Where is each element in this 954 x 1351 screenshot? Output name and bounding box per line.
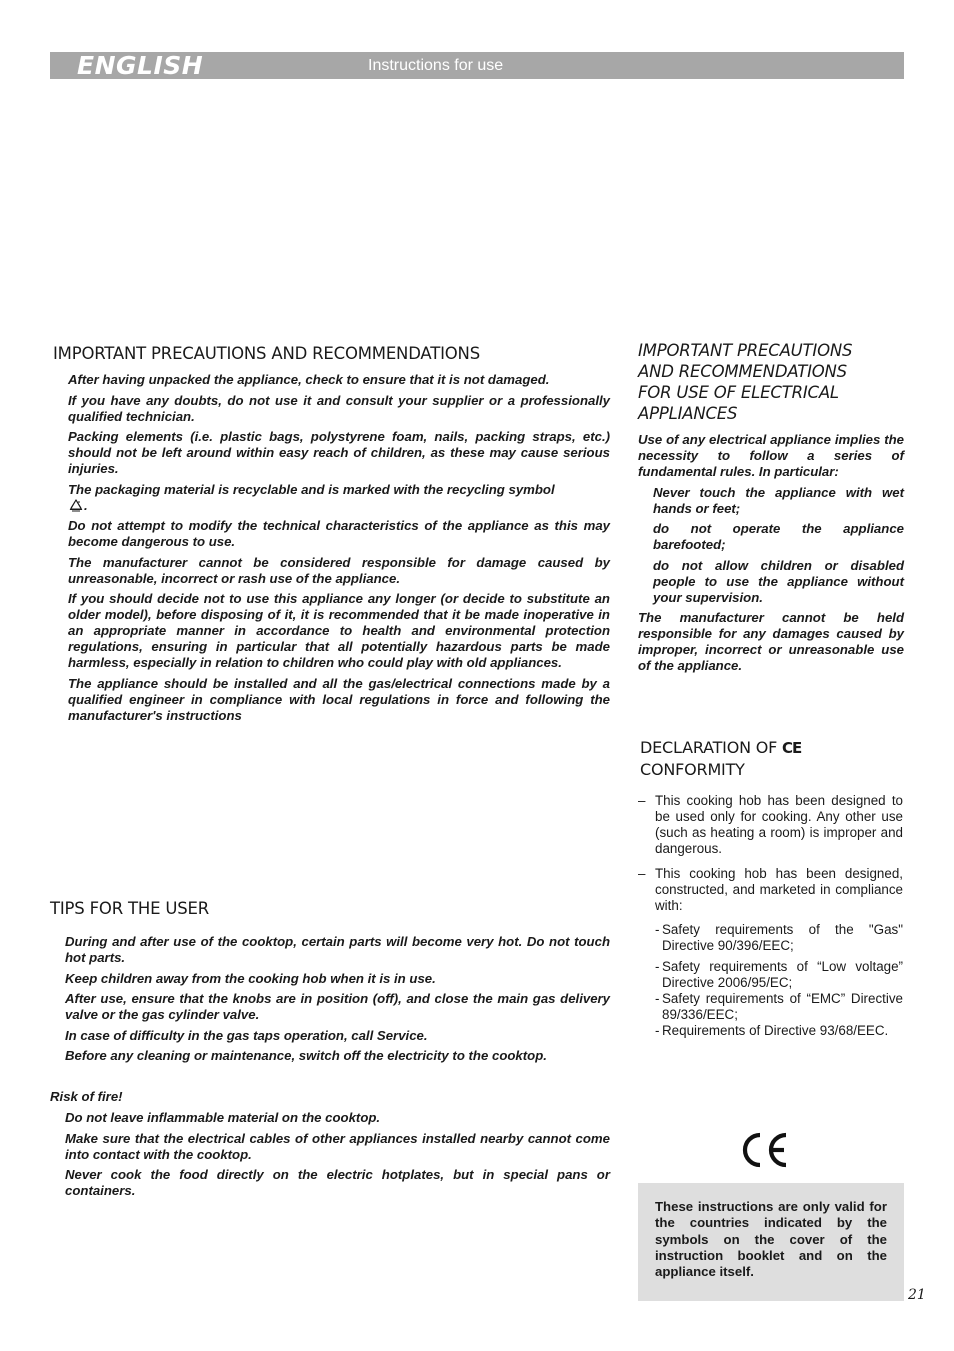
precautions-list bbox=[68, 372, 610, 728]
electrical-item: do not operate the appliance barefooted; bbox=[653, 521, 904, 552]
electrical-title-line: IMPORTANT PRECAUTIONS bbox=[638, 341, 853, 360]
directive-item-text: Safety requirements of “Low voltage” Directive 2006/95/EC; bbox=[662, 959, 903, 990]
declaration-item bbox=[638, 793, 903, 857]
tip-item: After use, ensure that the knobs are in position (off), and close the main gas delivery valve or the gas cylinder valve. bbox=[65, 991, 610, 1022]
validity-note-box bbox=[638, 1183, 904, 1301]
tip-item: During and after use of the cooktop, certain parts will become very hot. Do not touch hot parts. bbox=[65, 934, 610, 965]
precaution-item: The manufacturer cannot be considered responsible for damage caused by unreasonable, incorrect or rash use of the appliance. bbox=[68, 554, 610, 586]
precaution-item: If you have any doubts, do not use it and consult your supplier or a professionally qualified technician. bbox=[68, 392, 610, 424]
precaution-item: The appliance should be installed and all the gas/electrical connections made by a qualified engineer in compliance with local regulations in force and following the manufacturer's instructions bbox=[68, 675, 610, 723]
tip-item: Before any cleaning or maintenance, switch off the electricity to the cooktop. bbox=[65, 1048, 547, 1063]
sub-dash: - bbox=[655, 991, 660, 1006]
precaution-item-recycle bbox=[68, 482, 610, 514]
declaration-item-text: This cooking hob has been designed to be used only for cooking. Any other use (such as heating a room) is improper and dangerous. bbox=[655, 793, 903, 856]
declaration-title-line1 bbox=[640, 737, 904, 759]
tip-item: Keep children away from the cooking hob when it is in use. bbox=[65, 970, 436, 986]
directive-item bbox=[638, 959, 903, 991]
electrical-title-line: AND RECOMMENDATIONS bbox=[638, 362, 847, 381]
directive-item-text: Requirements of Directive 93/68/EEC. bbox=[662, 1023, 889, 1038]
declaration-list bbox=[638, 793, 903, 1044]
recycle-icon bbox=[68, 499, 84, 513]
precaution-item: If you should decide not to use this appliance any longer (or decide to substitute an older model), before disposing of it, it is recommended that it be made inoperative in an appropriate manner in accordance to health and environmental protection regulations, ensuring in particular that all potentially hazardous parts be made harmless, especially in relation to children who could play with old appliances. bbox=[68, 591, 610, 670]
precaution-item: After having unpacked the appliance, check to ensure that it is not damaged. bbox=[68, 372, 550, 387]
recycle-suffix: . bbox=[84, 497, 88, 513]
ce-mark-icon bbox=[738, 1130, 790, 1170]
electrical-outro: The manufacturer cannot be held responsible for any damages caused by improper, incorrect or unreasonable use of the appliance. bbox=[638, 610, 904, 673]
directive-item bbox=[638, 922, 903, 954]
language-title: ENGLISH bbox=[77, 51, 204, 80]
electrical-item: Never touch the appliance with wet hands or feet; bbox=[653, 484, 904, 516]
sub-dash: - bbox=[655, 959, 660, 974]
validity-note: These instructions are only valid for the countries indicated by the symbols on the cover of the instruction booklet and on the appliance itself. bbox=[655, 1199, 887, 1280]
declaration-title-line2: CONFORMITY bbox=[640, 760, 745, 779]
dash: – bbox=[638, 793, 646, 808]
directive-item bbox=[638, 1023, 903, 1039]
directive-item-text: Safety requirements of “EMC” Directive 89/336/EEC; bbox=[662, 991, 903, 1022]
precaution-item: Packing elements (i.e. plastic bags, polystyrene foam, nails, packing straps, etc.) should not be left around within easy reach of children, as these may cause serious injuries. bbox=[68, 429, 610, 476]
declaration-title bbox=[640, 737, 904, 780]
tip-item: In case of difficulty in the gas taps operation, call Service. bbox=[65, 1027, 428, 1043]
electrical-item: do not allow children or disabled people to use the appliance without your supervision. bbox=[653, 557, 904, 605]
risk-item: Never cook the food directly on the electric hotplates, but in special pans or containers. bbox=[65, 1167, 610, 1198]
dash: – bbox=[638, 866, 646, 881]
electrical-body bbox=[638, 432, 904, 679]
header-bar bbox=[50, 52, 904, 79]
directive-item-text: Safety requirements of the "Gas" Directive 90/396/EEC; bbox=[662, 922, 903, 953]
risk-item: Make sure that the electrical cables of other appliances installed nearby cannot come into contact with the cooktop. bbox=[65, 1130, 610, 1162]
risk-item: Do not leave inflammable material on the cooktop. bbox=[65, 1110, 381, 1125]
ce-small-mark: CE bbox=[782, 739, 802, 757]
risk-label: Risk of fire! bbox=[50, 1089, 123, 1104]
tips-title: TIPS FOR THE USER bbox=[50, 899, 209, 918]
declaration-title-text: DECLARATION OF bbox=[640, 738, 778, 757]
precaution-recycle-text: The packaging material is recyclable and is marked with the recycling symbol bbox=[68, 481, 555, 497]
precautions-title: IMPORTANT PRECAUTIONS AND RECOMMENDATIONS bbox=[53, 344, 480, 363]
sub-dash: - bbox=[655, 1023, 660, 1038]
declaration-item bbox=[638, 866, 903, 914]
tips-list bbox=[65, 934, 610, 1069]
electrical-title-line: APPLIANCES bbox=[638, 404, 738, 423]
page-number: 21 bbox=[908, 1287, 926, 1303]
header-subtitle: Instructions for use bbox=[368, 57, 504, 74]
electrical-title-line: FOR USE OF ELECTRICAL bbox=[638, 383, 839, 402]
electrical-intro: Use of any electrical appliance implies the necessity to follow a series of fundamental rules. In particular: bbox=[638, 432, 904, 479]
sub-dash: - bbox=[655, 922, 660, 937]
electrical-title bbox=[638, 340, 918, 424]
risk-list bbox=[65, 1110, 610, 1204]
precaution-item: Do not attempt to modify the technical characteristics of the appliance as this may become dangerous to use. bbox=[68, 518, 610, 549]
declaration-item-text: This cooking hob has been designed, constructed, and marketed in compliance with: bbox=[655, 866, 903, 913]
directive-item bbox=[638, 991, 903, 1023]
